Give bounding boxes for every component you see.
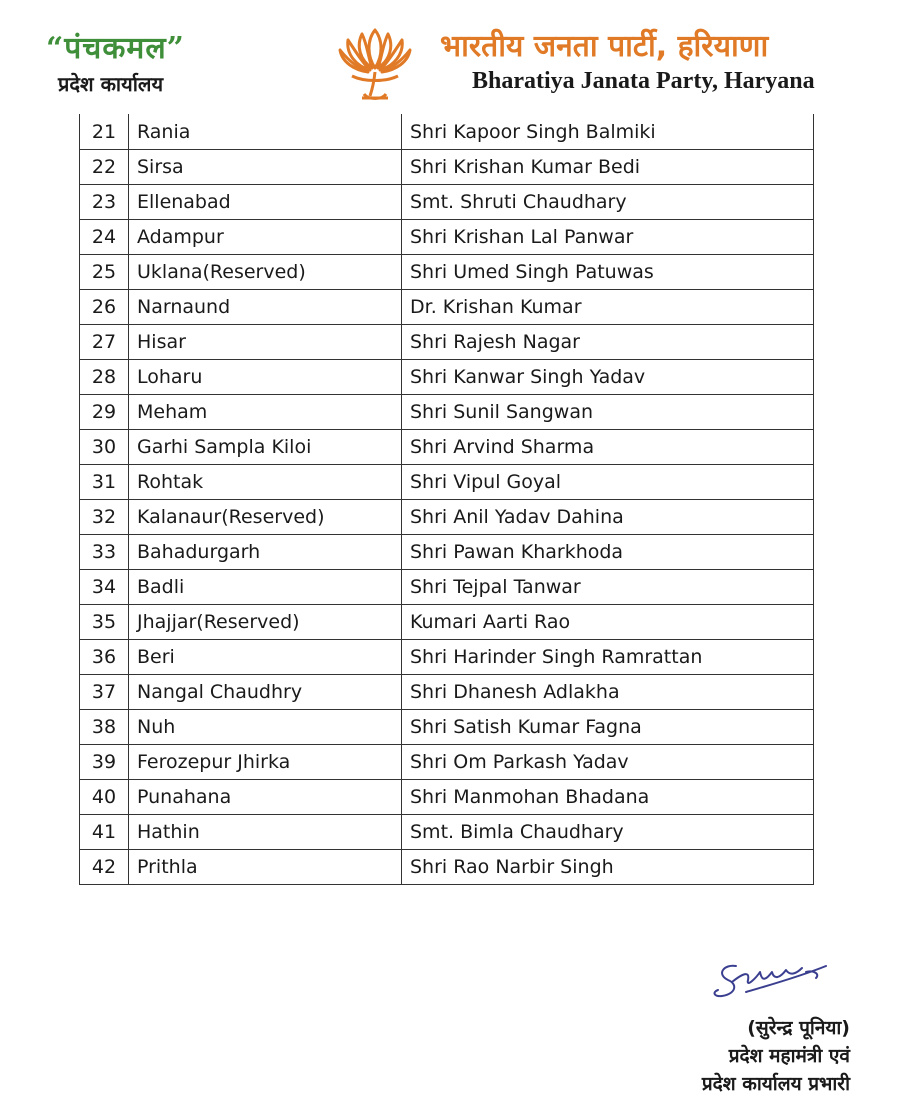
constituency-cell: Badli <box>129 570 402 605</box>
row-number: 25 <box>80 255 129 290</box>
candidate-cell: Shri Satish Kumar Fagna <box>402 710 814 745</box>
constituency-cell: Sirsa <box>129 150 402 185</box>
letterhead <box>0 0 916 112</box>
row-number: 33 <box>80 535 129 570</box>
candidate-cell: Shri Anil Yadav Dahina <box>402 500 814 535</box>
candidate-cell: Shri Krishan Lal Panwar <box>402 220 814 255</box>
table-row <box>80 640 814 675</box>
table-row <box>80 850 814 885</box>
candidate-cell: Shri Tejpal Tanwar <box>402 570 814 605</box>
candidate-cell: Shri Kanwar Singh Yadav <box>402 360 814 395</box>
candidate-cell: Shri Krishan Kumar Bedi <box>402 150 814 185</box>
row-number: 41 <box>80 815 129 850</box>
row-number: 24 <box>80 220 129 255</box>
table-row <box>80 815 814 850</box>
table-row <box>80 185 814 220</box>
candidate-cell: Shri Harinder Singh Ramrattan <box>402 640 814 675</box>
table-row <box>80 325 814 360</box>
table-row <box>80 430 814 465</box>
candidate-cell: Kumari Aarti Rao <box>402 605 814 640</box>
candidate-cell: Shri Umed Singh Patuwas <box>402 255 814 290</box>
constituency-cell: Hathin <box>129 815 402 850</box>
signature-icon <box>706 952 838 1010</box>
row-number: 29 <box>80 395 129 430</box>
lotus-icon <box>334 22 416 104</box>
row-number: 28 <box>80 360 129 395</box>
party-name-hindi: भारतीय जनता पार्टी, हरियाणा <box>440 29 769 64</box>
row-number: 21 <box>80 114 129 150</box>
constituency-cell: Ellenabad <box>129 185 402 220</box>
row-number: 38 <box>80 710 129 745</box>
table-row <box>80 675 814 710</box>
row-number: 39 <box>80 745 129 780</box>
row-number: 42 <box>80 850 129 885</box>
constituency-cell: Prithla <box>129 850 402 885</box>
table-row <box>80 395 814 430</box>
row-number: 34 <box>80 570 129 605</box>
designation-line-2: प्रदेश कार्यालय प्रभारी <box>701 1073 850 1095</box>
candidate-table <box>79 114 814 885</box>
table-row <box>80 465 814 500</box>
table-row <box>80 710 814 745</box>
constituency-cell: Rania <box>129 114 402 150</box>
table-row <box>80 745 814 780</box>
panchkamal-title: “पंचकमल” <box>46 31 185 66</box>
table-row <box>80 255 814 290</box>
office-label: प्रदेश कार्यालय <box>58 72 164 96</box>
candidate-cell: Shri Rao Narbir Singh <box>402 850 814 885</box>
candidate-cell: Shri Vipul Goyal <box>402 465 814 500</box>
constituency-cell: Beri <box>129 640 402 675</box>
constituency-cell: Jhajjar(Reserved) <box>129 605 402 640</box>
constituency-cell: Nangal Chaudhry <box>129 675 402 710</box>
constituency-cell: Uklana(Reserved) <box>129 255 402 290</box>
constituency-cell: Punahana <box>129 780 402 815</box>
designation-line-1: प्रदेश महामंत्री एवं <box>728 1045 850 1067</box>
candidate-cell: Shri Om Parkash Yadav <box>402 745 814 780</box>
table-row <box>80 500 814 535</box>
row-number: 35 <box>80 605 129 640</box>
row-number: 36 <box>80 640 129 675</box>
candidate-cell: Shri Dhanesh Adlakha <box>402 675 814 710</box>
candidate-cell: Shri Arvind Sharma <box>402 430 814 465</box>
table-row <box>80 290 814 325</box>
row-number: 23 <box>80 185 129 220</box>
row-number: 22 <box>80 150 129 185</box>
row-number: 26 <box>80 290 129 325</box>
table-row <box>80 535 814 570</box>
constituency-cell: Loharu <box>129 360 402 395</box>
row-number: 27 <box>80 325 129 360</box>
constituency-cell: Bahadurgarh <box>129 535 402 570</box>
signatory-block <box>702 1014 850 1098</box>
constituency-cell: Rohtak <box>129 465 402 500</box>
table-row <box>80 150 814 185</box>
signatory-name: (सुरेन्द्र पूनिया) <box>747 1017 850 1039</box>
candidate-cell: Shri Pawan Kharkhoda <box>402 535 814 570</box>
row-number: 32 <box>80 500 129 535</box>
constituency-cell: Narnaund <box>129 290 402 325</box>
table-row <box>80 570 814 605</box>
candidate-cell: Smt. Shruti Chaudhary <box>402 185 814 220</box>
table-row <box>80 220 814 255</box>
candidate-cell: Shri Manmohan Bhadana <box>402 780 814 815</box>
candidate-cell: Shri Kapoor Singh Balmiki <box>402 114 814 150</box>
constituency-cell: Adampur <box>129 220 402 255</box>
row-number: 31 <box>80 465 129 500</box>
constituency-cell: Nuh <box>129 710 402 745</box>
constituency-cell: Garhi Sampla Kiloi <box>129 430 402 465</box>
constituency-cell: Ferozepur Jhirka <box>129 745 402 780</box>
candidate-cell: Dr. Krishan Kumar <box>402 290 814 325</box>
table-row <box>80 605 814 640</box>
party-name-english: Bharatiya Janata Party, Haryana <box>472 68 815 94</box>
constituency-cell: Meham <box>129 395 402 430</box>
table-row <box>80 114 814 150</box>
table-row <box>80 780 814 815</box>
candidate-cell: Shri Sunil Sangwan <box>402 395 814 430</box>
row-number: 40 <box>80 780 129 815</box>
row-number: 30 <box>80 430 129 465</box>
candidate-cell: Shri Rajesh Nagar <box>402 325 814 360</box>
constituency-cell: Hisar <box>129 325 402 360</box>
constituency-cell: Kalanaur(Reserved) <box>129 500 402 535</box>
candidate-cell: Smt. Bimla Chaudhary <box>402 815 814 850</box>
table-row <box>80 360 814 395</box>
row-number: 37 <box>80 675 129 710</box>
